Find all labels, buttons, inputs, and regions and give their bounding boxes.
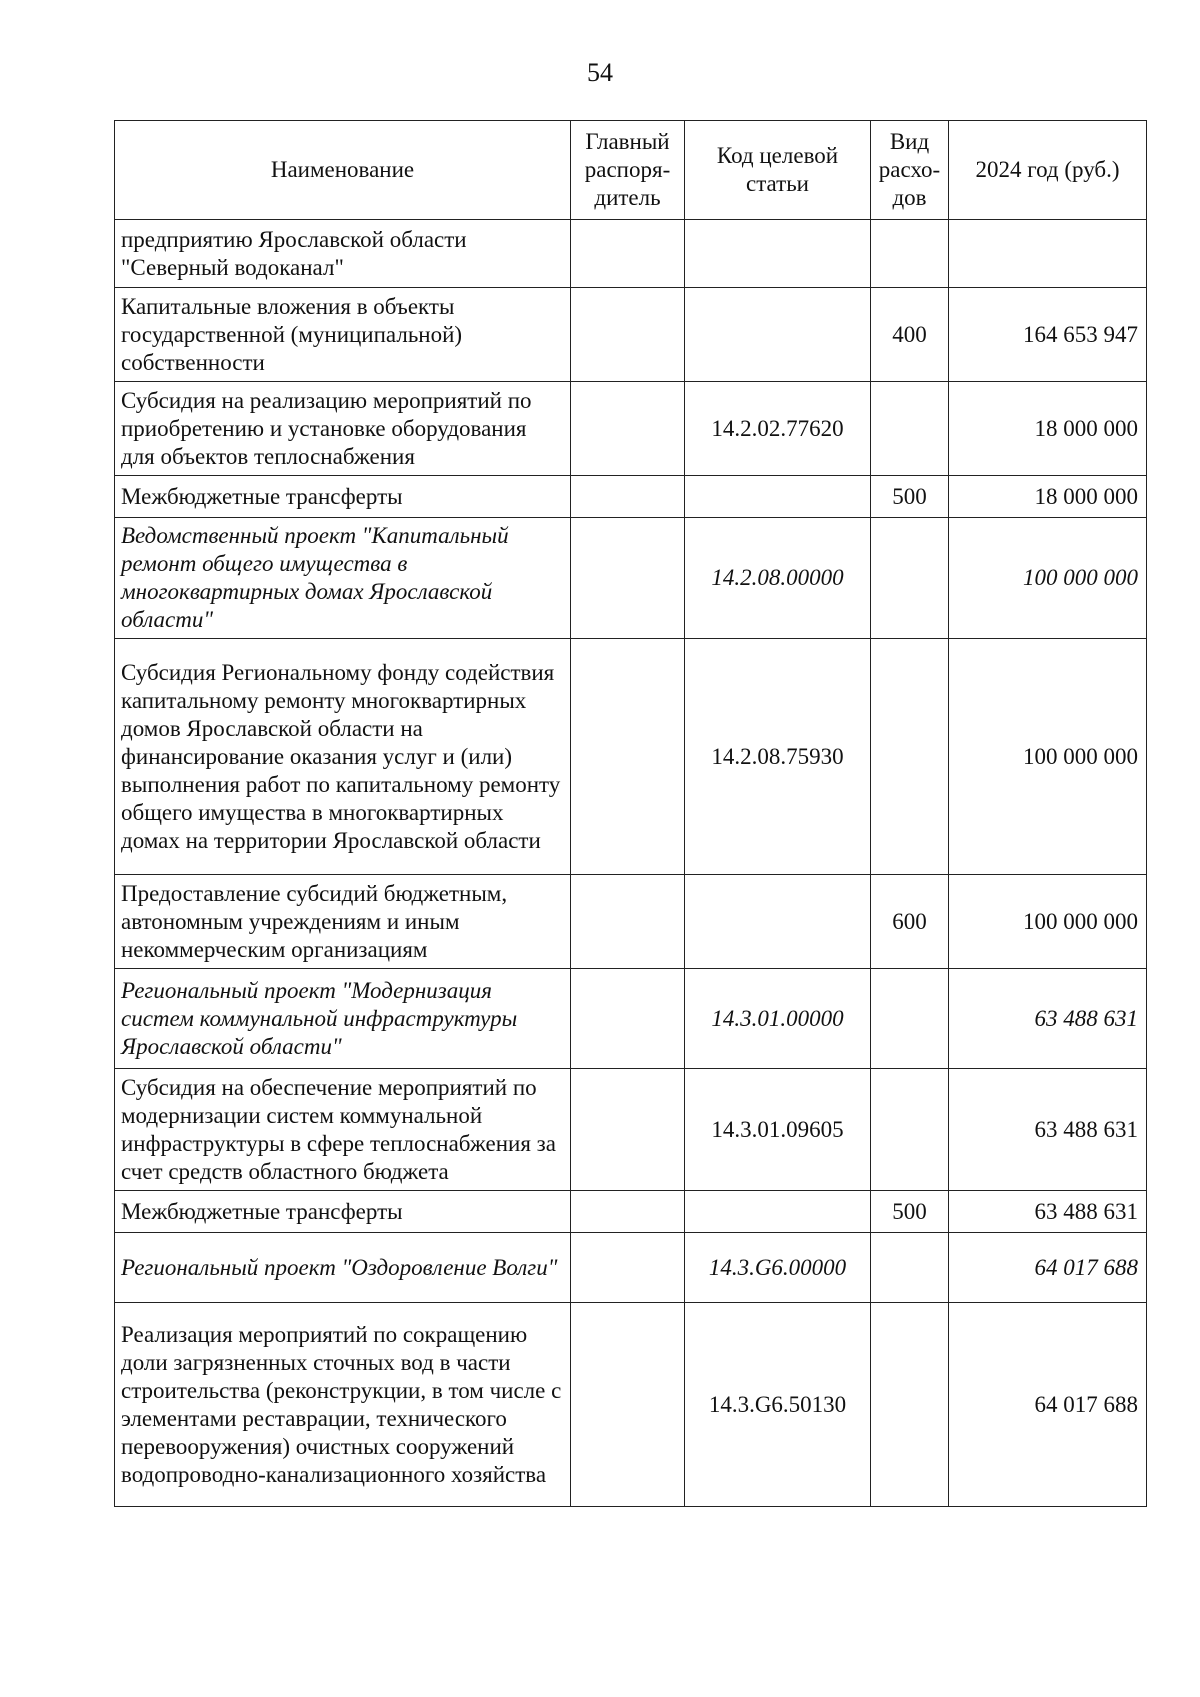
cell-code: 14.2.02.77620: [685, 382, 871, 476]
cell-sum: 63 488 631: [949, 969, 1147, 1069]
cell-sum: 63 488 631: [949, 1069, 1147, 1191]
cell-kind: [871, 1303, 949, 1507]
page-number: 54: [587, 58, 613, 87]
cell-sum: [949, 220, 1147, 288]
cell-sum: 100 000 000: [949, 518, 1147, 639]
table-body: [115, 220, 1147, 1507]
table-row: [115, 639, 1147, 875]
cell-code: 14.2.08.00000: [685, 518, 871, 639]
cell-sum: 64 017 688: [949, 1233, 1147, 1303]
table-row: [115, 518, 1147, 639]
cell-code: [685, 1191, 871, 1233]
table-row: [115, 476, 1147, 518]
cell-code: 14.3.G6.50130: [685, 1303, 871, 1507]
table-header: [115, 121, 1147, 220]
cell-name: Реализация мероприятий по сокращению доли загрязненных сточных вод в части строительства (реконструкции, в том числе с элементами реставрации, технического перевооружения) очистных сооружений водопроводно-канализационного хозяйства: [115, 1303, 571, 1507]
cell-code: 14.3.G6.00000: [685, 1233, 871, 1303]
cell-sum: 63 488 631: [949, 1191, 1147, 1233]
table-row: [115, 875, 1147, 969]
cell-admin: [571, 969, 685, 1069]
cell-code: [685, 220, 871, 288]
cell-code: [685, 288, 871, 382]
table-row: [115, 1069, 1147, 1191]
cell-name: Предоставление субсидий бюджетным, автономным учреждениям и иным некоммерческим организациям: [115, 875, 571, 969]
cell-kind: 500: [871, 476, 949, 518]
cell-name: Субсидия на реализацию мероприятий по приобретению и установке оборудования для объектов теплоснабжения: [115, 382, 571, 476]
cell-sum: 100 000 000: [949, 639, 1147, 875]
cell-kind: [871, 1069, 949, 1191]
cell-admin: [571, 382, 685, 476]
cell-admin: [571, 1233, 685, 1303]
cell-kind: 500: [871, 1191, 949, 1233]
cell-kind: [871, 639, 949, 875]
cell-code: 14.2.08.75930: [685, 639, 871, 875]
cell-admin: [571, 518, 685, 639]
cell-sum: 18 000 000: [949, 476, 1147, 518]
cell-name: Капитальные вложения в объекты государственной (муниципальной) собственности: [115, 288, 571, 382]
cell-name: Субсидия Региональному фонду содействия капитальному ремонту многоквартирных домов Ярославской области на финансирование оказания услуг и (или) выполнения работ по капитальному ремонту общего имущества в многоквартирных домах на территории Ярославской области: [115, 639, 571, 875]
cell-code: 14.3.01.00000: [685, 969, 871, 1069]
cell-code: [685, 875, 871, 969]
table-row: [115, 1191, 1147, 1233]
table-row: [115, 288, 1147, 382]
cell-admin: [571, 875, 685, 969]
header-name: Наименование: [115, 121, 571, 220]
cell-kind: [871, 382, 949, 476]
cell-sum: 100 000 000: [949, 875, 1147, 969]
header-admin: Главный распоря-дитель: [571, 121, 685, 220]
table-row: [115, 382, 1147, 476]
table-row: [115, 220, 1147, 288]
table-row: [115, 969, 1147, 1069]
cell-name: предприятию Ярославской области "Северный водоканал": [115, 220, 571, 288]
cell-kind: [871, 518, 949, 639]
cell-kind: [871, 1233, 949, 1303]
cell-admin: [571, 476, 685, 518]
cell-admin: [571, 1191, 685, 1233]
cell-sum: 164 653 947: [949, 288, 1147, 382]
cell-name: Ведомственный проект "Капитальный ремонт общего имущества в многоквартирных домах Ярославской области": [115, 518, 571, 639]
cell-kind: [871, 220, 949, 288]
cell-kind: 600: [871, 875, 949, 969]
cell-code: [685, 476, 871, 518]
header-sum: 2024 год (руб.): [949, 121, 1147, 220]
table-row: [115, 1233, 1147, 1303]
cell-name: Региональный проект "Модернизация систем коммунальной инфраструктуры Ярославской области": [115, 969, 571, 1069]
cell-name: Межбюджетные трансферты: [115, 1191, 571, 1233]
cell-code: 14.3.01.09605: [685, 1069, 871, 1191]
cell-kind: [871, 969, 949, 1069]
cell-sum: 18 000 000: [949, 382, 1147, 476]
header-kind: Вид расхо-дов: [871, 121, 949, 220]
header-row: [115, 121, 1147, 220]
cell-name: Субсидия на обеспечение мероприятий по модернизации систем коммунальной инфраструктуры в сфере теплоснабжения за счет средств областного бюджета: [115, 1069, 571, 1191]
cell-sum: 64 017 688: [949, 1303, 1147, 1507]
header-code: Код целевой статьи: [685, 121, 871, 220]
cell-admin: [571, 639, 685, 875]
cell-admin: [571, 1069, 685, 1191]
cell-admin: [571, 220, 685, 288]
budget-table: [114, 120, 1147, 1507]
cell-name: Региональный проект "Оздоровление Волги": [115, 1233, 571, 1303]
table-row: [115, 1303, 1147, 1507]
cell-admin: [571, 288, 685, 382]
cell-name: Межбюджетные трансферты: [115, 476, 571, 518]
cell-admin: [571, 1303, 685, 1507]
cell-kind: 400: [871, 288, 949, 382]
